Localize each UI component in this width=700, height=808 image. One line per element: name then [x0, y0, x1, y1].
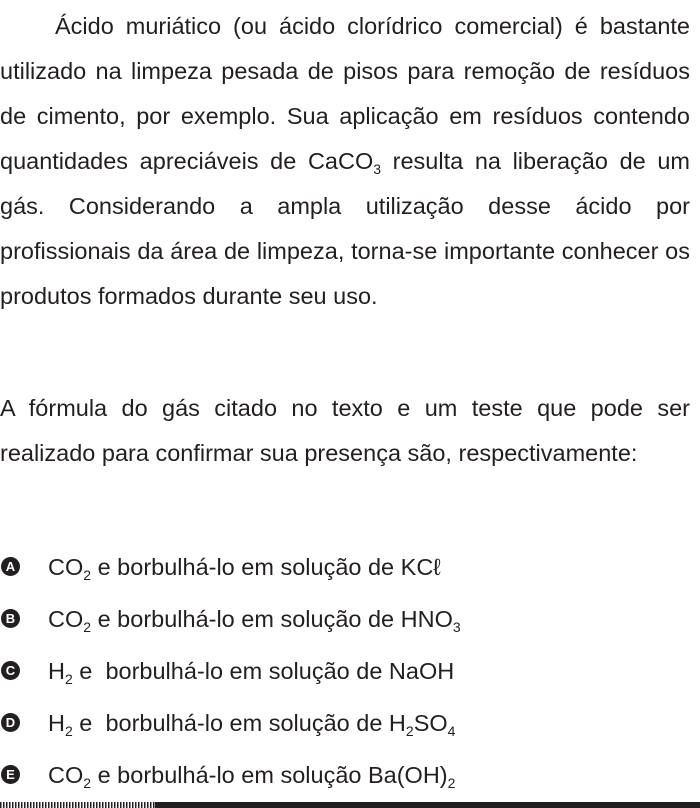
option-b-description: e borbulhá-lo em solução de HNO — [91, 606, 453, 632]
option-a-description: e borbulhá-lo em solução de KCℓ — [91, 554, 441, 580]
statement-text-1: Ácido muriático (ou ácido clorídrico comercial) é bastante utilizado na limpeza pesada de pisos para remoção de resíduos de cimento, por exemplo. Sua aplicação em resíduos contendo quantidades apreciáveis de CaCO — [0, 13, 690, 174]
caco3-subscript: 3 — [373, 161, 382, 177]
option-b-letter-icon: B — [1, 609, 20, 628]
answer-options — [0, 545, 690, 805]
statement-paragraph — [0, 4, 700, 319]
option-e-formula: CO — [48, 762, 84, 788]
option-c-letter-icon: C — [1, 661, 20, 680]
bottom-solid-rule — [155, 802, 700, 808]
option-c-formula-subscript: 2 — [64, 671, 73, 687]
option-e-formula-subscript: 2 — [83, 775, 92, 791]
option-e[interactable] — [0, 753, 690, 805]
option-d-text — [48, 701, 455, 745]
option-d-description-subscript: 2 — [405, 723, 414, 739]
option-e-text — [48, 753, 455, 797]
option-b-description-subscript: 3 — [452, 619, 461, 635]
option-b-formula-subscript: 2 — [83, 619, 92, 635]
bottom-dotted-rule — [0, 802, 155, 808]
option-d-description: e borbulhá-lo em solução de H — [72, 710, 406, 736]
option-c-description: e borbulhá-lo em solução de NaOH — [72, 658, 455, 684]
option-a-formula-subscript: 2 — [83, 567, 92, 583]
option-e-description-subscript: 2 — [447, 775, 456, 791]
option-e-description: e borbulhá-lo em solução Ba(OH) — [91, 762, 448, 788]
option-a[interactable] — [0, 545, 690, 597]
option-b-text — [48, 597, 461, 641]
option-d-description-2-subscript: 4 — [447, 723, 456, 739]
option-d-description-2: SO — [413, 710, 448, 736]
question-prompt: A fórmula do gás citado no texto e um teste que pode ser realizado para confirmar sua presença são, respectivamente: — [0, 395, 690, 466]
option-a-formula: CO — [48, 554, 84, 580]
option-c-text — [48, 649, 454, 693]
option-d[interactable] — [0, 701, 690, 753]
option-d-formula-subscript: 2 — [64, 723, 73, 739]
statement-text-2: resulta na liberação de um gás. Considerando a ampla utilização desse ácido por profissionais da área de limpeza, torna-se importante conhecer os produtos formados durante seu uso. — [0, 148, 690, 309]
option-b[interactable] — [0, 597, 690, 649]
option-c-formula: H — [48, 658, 65, 684]
option-d-letter-icon: D — [1, 713, 20, 732]
option-b-formula: CO — [48, 606, 84, 632]
option-c[interactable] — [0, 649, 690, 701]
option-d-formula: H — [48, 710, 65, 736]
option-a-letter-icon: A — [1, 557, 20, 576]
option-a-text — [48, 545, 441, 589]
option-e-letter-icon: E — [1, 765, 20, 784]
